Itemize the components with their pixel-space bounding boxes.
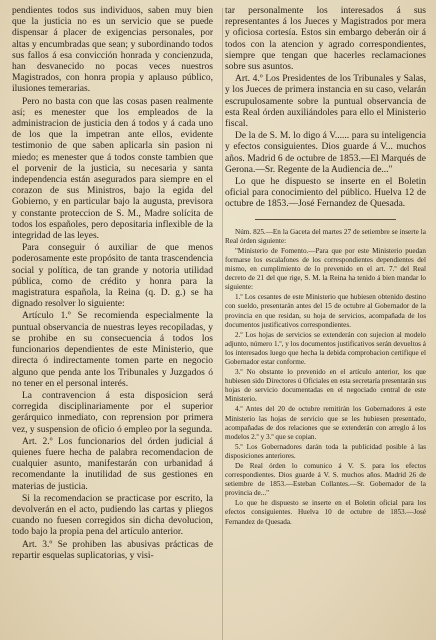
left-paragraph: La contravencion á esta disposicion será corregida disciplinariamente por el superior gerárquico inmediato, con reprension por primera vez, y suspension de oficio ó empleo por la segunda. xyxy=(12,390,213,435)
notice-heading: Núm. 825.—En la Gaceta del martes 27 de setiembre se inserte la Real órden siguiente: xyxy=(225,227,426,245)
notice-paragraph: 1.º Los cesantes de este Ministerio que hubiesen obtenido destino con sueldo, presentarán antes del 15 de octubre al Gobernador de la provincia en que residan, su hoja de servicios, acompañada de los documentos justificativos correspondientes. xyxy=(225,293,426,329)
section-rule xyxy=(255,219,396,220)
left-paragraph: Para conseguir ó auxiliar de que menos poderosamente este propósito de tanta trascendencia social y política, de tan grande y notoria utilidad pública, como de crédito y honra para la magistratura española, la Reina (q. D. g.) se ha dignado resolver lo siguiente: xyxy=(12,243,213,310)
left-paragraph: Artículo 1.º Se recomienda especialmente la puntual observancia de nuestras leyes recopiladas, y se prohibe en su consecuencia á todos los funcionarios dependientes de este Ministerio, que directa ó indirectamente tomen parte en negocio alguno que penda ante los Tribunales y Juzgados ó no tener en el personal interés. xyxy=(12,311,213,389)
notice-825 xyxy=(225,228,426,527)
left-paragraph: Art. 2.º Los funcionarios del órden judicial á quienes fuere hecha de palabra recomendacion de cualquier asunto, manifestarán con urbanidad á recomendante la inutilidad de sus gestiones en materias de justicia. xyxy=(12,436,213,492)
notice-paragraph: Lo que he dispuesto se inserte en el Boletin oficial para los efectos consiguientes. Huelva 10 de octubre de 1853.—José Fernandez de Quesada. xyxy=(225,499,426,526)
notice-paragraph: "Ministerio de Fomento.—Para que por este Ministerio puedan formarse los escalafones de los correspondientes dependientes del mismo, en cumplimiento de lo prevenido en el art. 7.º del Real decreto de 21 del que rige, S. M. la Reina ha tenido á bien mandar lo siguiente: xyxy=(225,246,426,292)
right-paragraph: Art. 4.º Los Presidentes de los Tribunales y Salas, y los Jueces de primera instancia en su caso, velarán escrupulosamente sobre la puntual observancia de esta Real órden auxiliándoles para ello el Ministerio fiscal. xyxy=(225,74,426,130)
notice-paragraph: 5.º Los Gobernadores darán toda la publicidad posible á las disposiciones anteriores. xyxy=(225,442,426,460)
notice-paragraph: 2.º Los hojas de servicios se extenderán con sujecion al modelo adjunto, número 1.º, y los documentos justificativos serán devueltos á los interesados luego que hecha la debida comprobacion certifique el Gobernador estar conforme. xyxy=(225,330,426,366)
left-paragraph: Art. 3.º Se prohiben las abusivas prácticas de repartir esquelas suplicatorias, y visi- xyxy=(12,539,213,561)
right-column xyxy=(225,6,426,640)
left-paragraph: pendientes todos sus individuos, saben muy bien que la justicia no es un servicio que se puede dispensar á placer de exigencias personales, por altas y encumbradas que sean; y subordinando todos sus fallos á esa convicción honrada y concienzuda, han desvanecido no pocas veces nuestros Magistrados, con honra propia y aplauso público, ilusiones temerarias. xyxy=(12,6,213,95)
notice-paragraph: De Real órden lo comunico á V. S. para los efectos correspondientes. Dios guarde á V. S. muchos años. Madrid 26 de setiembre de 1853.—Esteban Collantes.—Sr. Gobernador de la provincia de..." xyxy=(225,462,426,498)
left-paragraph: Pero no basta con que las cosas pasen realmente así; es menester que los empleados de la administracion de justicia den á todos y á cada uno de los que la impetran ante ellos, evidente testimonio de que saben aplicarla sin pasion ni miedo; es menester que á todos conste tambien que el porvenir de la justicia, su necesaria y santa independencia están asegurados para siempre en el corazon de sus Ministros, bajo la egida del Gobierno, y en particular bajo la augusta, previsora y constante proteccion de S. M., Madre solícita de todos los españoles, pero depositaria inflexible de la integridad de las leyes. xyxy=(12,96,213,242)
right-paragraph: De la de S. M. lo digo á V...... para su inteligencia y efectos consiguientes. Dios guarde á V... muchos años. Madrid 6 de octubre de 1853.—El Marqués de Gerona.—Sr. Regente de la Audiencia de..." xyxy=(225,131,426,175)
column-divider xyxy=(222,8,223,640)
right-paragraph: Lo que he dispuesto se inserte en el Boletin oficial para conocimiento del público. Huelva 12 de octubre de 1853.—José Fernandez de Quesada. xyxy=(225,177,426,210)
notice-paragraph: 3.º No obstante lo prevenido en el artículo anterior, los que hubiesen sido Directores ú Oficiales en esta secretaría presentarán sus hojas de servicio documentadas en el negociado central de este Ministerio. xyxy=(225,368,426,404)
notice-paragraph: 4.º Antes del 20 de octubre remitirán los Gobernadores á este Ministerio las hojas de servicio que se les hubiesen presentado, acompañadas de dos relaciones que se extenderán con arreglo á los modelos 2.º y 3.º que se copian. xyxy=(225,405,426,441)
right-paragraph: tar personalmente los interesados á sus representantes á los Jueces y Magistrados por mera y oficiosa cortesía. Estos sin embargo deberán oir á todos con la atencion y agrado correspondientes, siempre que tengan que hacerles reclamaciones sobre sus asuntos. xyxy=(225,6,426,73)
left-paragraph: Si la recomendacion se practicase por escrito, la devolverán en el acto, pudiendo las cartas y pliegos cuando no fuesen corregidos sin dicha devolucion, todo bajo la propia pena del artículo anterior. xyxy=(12,493,213,538)
left-column xyxy=(12,6,213,640)
